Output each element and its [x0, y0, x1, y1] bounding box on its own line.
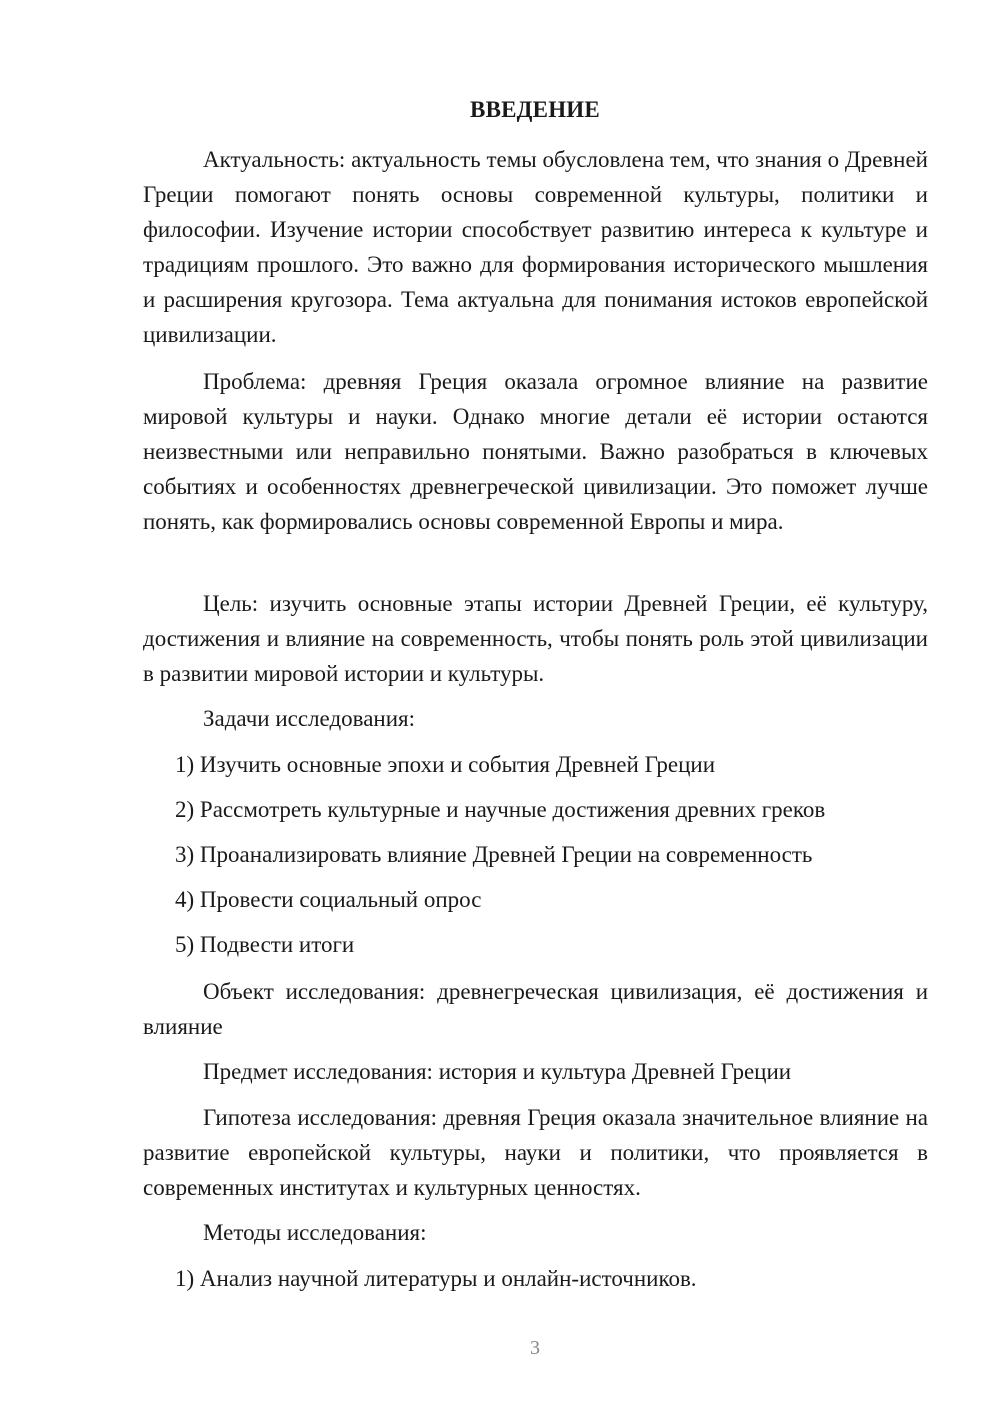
- list-item: 2) Рассмотреть культурные и научные достижения древних греков: [175, 797, 826, 822]
- list-item: 5) Подвести итоги: [175, 932, 355, 957]
- list-item: 4) Провести социальный опрос: [175, 887, 482, 912]
- relevance-section: [143, 142, 928, 352]
- goal-section: [143, 586, 928, 691]
- tasks-heading-section: [143, 701, 928, 736]
- problem-paragraph: Проблема: древняя Греция оказала огромное влияние на развитие мировой культуры и науки. Однако многие детали её истории остаются неизвестными или неправильно понятыми. Важно разобраться в ключевых событиях и особенностях древнегреческой цивилизации. Это поможет лучше понять, как формировались основы современной Европы и мира.: [143, 369, 928, 534]
- tasks-list-row: [143, 882, 928, 917]
- subject-paragraph: Предмет исследования: история и культура Древней Греции: [203, 1059, 792, 1084]
- tasks-heading: Задачи исследования:: [203, 706, 416, 731]
- list-item: 1) Изучить основные эпохи и события Древней Греции: [175, 752, 716, 777]
- methods-heading: Методы исследования:: [203, 1220, 427, 1245]
- tasks-list-row: [143, 792, 928, 827]
- list-item: 1) Анализ научной литературы и онлайн-источников.: [175, 1266, 697, 1291]
- object-paragraph: Объект исследования: древнегреческая цивилизация, её достижения и влияние: [143, 979, 928, 1039]
- page-title: ВВЕДЕНИЕ: [470, 97, 600, 122]
- list-item: 3) Проанализировать влияние Древней Греции на современность: [175, 842, 813, 867]
- problem-section: [143, 364, 928, 539]
- methods-heading-section: [143, 1215, 928, 1250]
- goal-paragraph: Цель: изучить основные этапы истории Древней Греции, её культуру, достижения и влияние на современность, чтобы понять роль этой цивилизации в развитии мировой истории и культуры.: [143, 591, 928, 686]
- relevance-paragraph: Актуальность: актуальность темы обусловлена тем, что знания о Древней Греции помогают понять основы современной культуры, политики и философии. Изучение истории способствует развитию интереса к культуре и традициям прошлого. Это важно для формирования исторического мышления и расширения кругозора. Тема актуальна для понимания истоков европейской цивилизации.: [143, 147, 928, 347]
- subject-section: [143, 1054, 928, 1089]
- hypothesis-section: [143, 1100, 928, 1205]
- tasks-list: [143, 747, 928, 782]
- hypothesis-paragraph: Гипотеза исследования: древняя Греция оказала значительное влияние на развитие европейской культуры, науки и политики, что проявляется в современных институтах и культурных ценностях.: [143, 1105, 928, 1200]
- methods-list: [143, 1261, 928, 1296]
- object-section: [143, 974, 928, 1044]
- tasks-list-row: [143, 927, 928, 962]
- page-number: 3: [530, 1337, 540, 1359]
- tasks-list-row: [143, 837, 928, 872]
